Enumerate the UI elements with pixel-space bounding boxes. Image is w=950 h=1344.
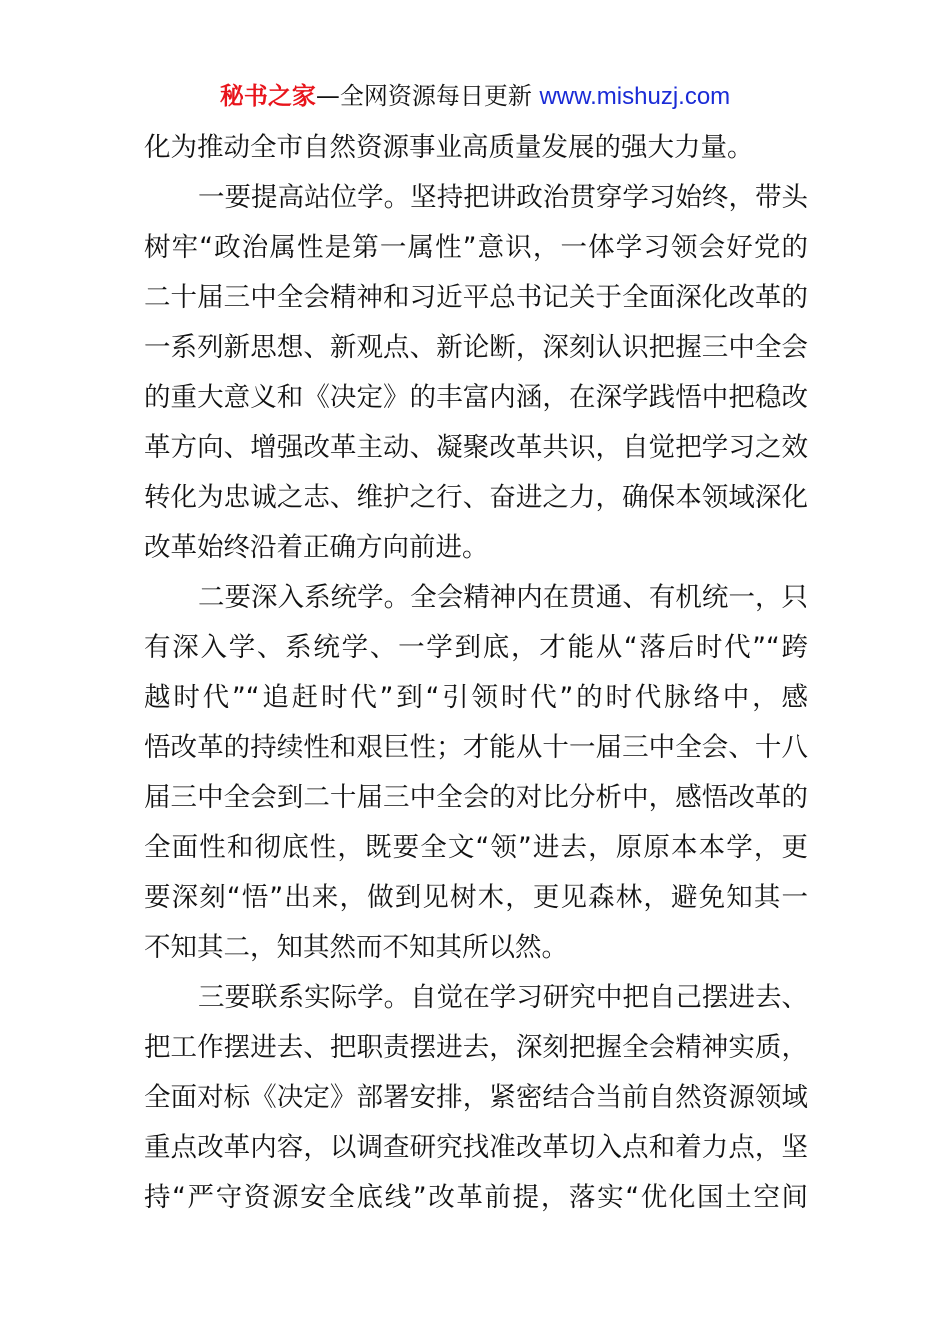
text-line: 二十届三中全会精神和习近平总书记关于全面深化改革的 [144,282,808,313]
text-line: 全面性和彻底性，既要全文“领”进去，原原本本学，更 [144,832,808,863]
site-url-link[interactable]: www.mishuzj.com [539,83,731,110]
text-line: 一要提高站位学。坚持把讲政治贯穿学习始终，带头 [198,182,808,213]
text-line: 三要联系实际学。自觉在学习研究中把自己摆进去、 [198,982,808,1013]
text-line: 一系列新思想、新观点、新论断，深刻认识把握三中全会 [144,332,808,363]
text-line: 化为推动全市自然资源事业高质量发展的强大力量。 [144,132,754,163]
text-line: 届三中全会到二十届三中全会的对比分析中，感悟改革的 [144,782,808,813]
text-line: 革方向、增强改革主动、凝聚改革共识，自觉把学习之效 [144,432,808,463]
text-line: 的重大意义和《决定》的丰富内涵，在深学践悟中把稳改 [144,382,808,413]
text-line: 要深刻“悟”出来，做到见树木，更见森林，避免知其一 [144,882,808,913]
text-line: 树牢“政治属性是第一属性”意识，一体学习领会好党的 [144,232,808,263]
document-body [144,123,808,1223]
text-line: 转化为忠诚之志、维护之行、奋进之力，确保本领域深化 [144,482,808,513]
text-line: 悟改革的持续性和艰巨性；才能从十一届三中全会、十八 [144,732,808,763]
site-tagline: —全网资源每日更新 [315,82,540,110]
text-line: 越时代”“追赶时代”到“引领时代”的时代脉络中，感 [144,682,808,713]
text-line: 不知其二，知其然而不知其所以然。 [144,932,568,963]
site-brand: 秘书之家 [219,82,316,110]
text-line: 全面对标《决定》部署安排，紧密结合当前自然资源领域 [144,1082,808,1113]
text-line: 有深入学、系统学、一学到底，才能从“落后时代”“跨 [144,632,808,663]
text-line: 把工作摆进去、把职责摆进去，深刻把握全会精神实质， [144,1032,808,1063]
text-line: 重点改革内容，以调查研究找准改革切入点和着力点，坚 [144,1132,808,1163]
text-line: 二要深入系统学。全会精神内在贯通、有机统一，只 [198,582,808,613]
page-header [0,80,950,113]
text-line: 改革始终沿着正确方向前进。 [144,532,489,563]
text-line: 持“严守资源安全底线”改革前提，落实“优化国土空间 [144,1182,808,1213]
